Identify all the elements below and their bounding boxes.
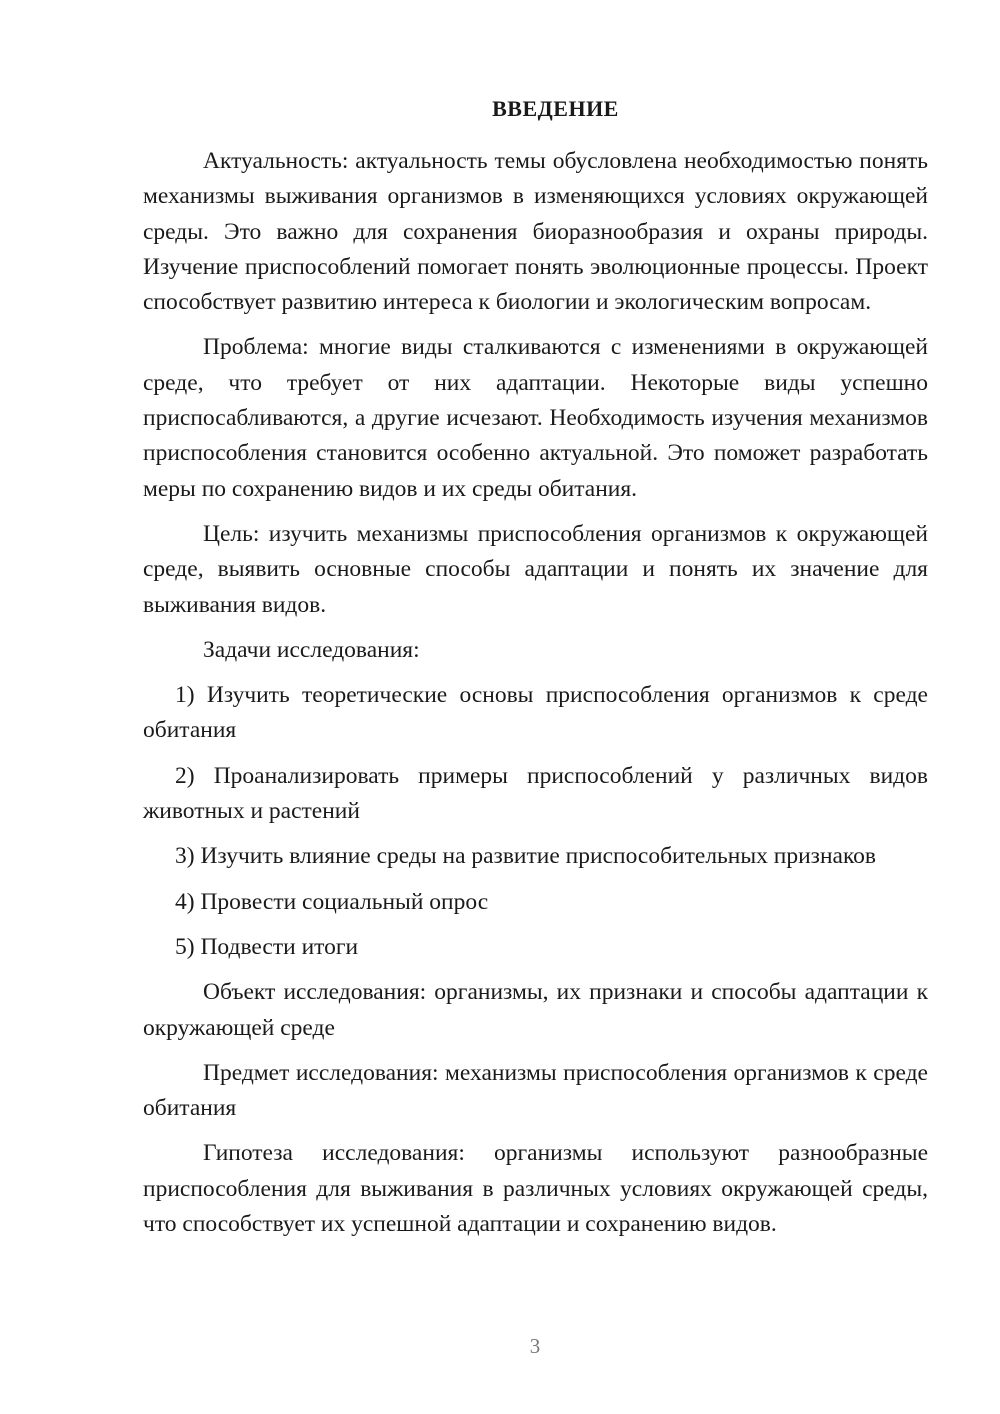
section-title: ВВЕДЕНИЕ [492,96,619,121]
hypothesis-paragraph: Гипотеза исследования: организмы используют разнообразные приспособления для выживания в различных условиях окружающей среды, что способствует их успешной адаптации и сохранению видов. [143,1140,928,1238]
task-item: 5) Подвести итоги [175,933,359,960]
task-item: 3) Изучить влияние среды на развитие приспособительных признаков [175,843,877,870]
document-page [143,94,928,1252]
tasks-heading: Задачи исследования: [203,636,420,663]
goal-paragraph: Цель: изучить механизмы приспособления организмов к окружающей среде, выявить основные способы адаптации и понять их значение для выживания видов. [143,520,928,618]
subject-paragraph: Предмет исследования: механизмы приспособления организмов к среде обитания [143,1059,928,1122]
task-item: 2) Проанализировать примеры приспособлений у различных видов животных и растений [143,762,928,825]
page-number: 3 [529,1334,541,1358]
problem-paragraph: Проблема: многие виды сталкиваются с изменениями в окружающей среде, что требует от них адаптации. Некоторые виды успешно приспосабливаются, а другие исчезают. Необходимость изучения механизмов приспособления становится особенно актуальной. Это поможет разработать меры по сохранению видов и их среды обитания. [143,334,928,502]
object-paragraph: Объект исследования: организмы, их признаки и способы адаптации к окружающей среде [143,979,928,1041]
relevance-paragraph: Актуальность: актуальность темы обусловлена необходимостью понять механизмы выживания организмов в изменяющихся условиях окружающей среды. Это важно для сохранения биоразнообразия и охраны природы. Изучение приспособлений помогает понять эволюционные процессы. Проект способствует развитию интереса к биологии и экологическим вопросам. [143,148,928,316]
task-item: 1) Изучить теоретические основы приспособления организмов к среде обитания [143,682,928,744]
task-item: 4) Провести социальный опрос [175,888,489,915]
